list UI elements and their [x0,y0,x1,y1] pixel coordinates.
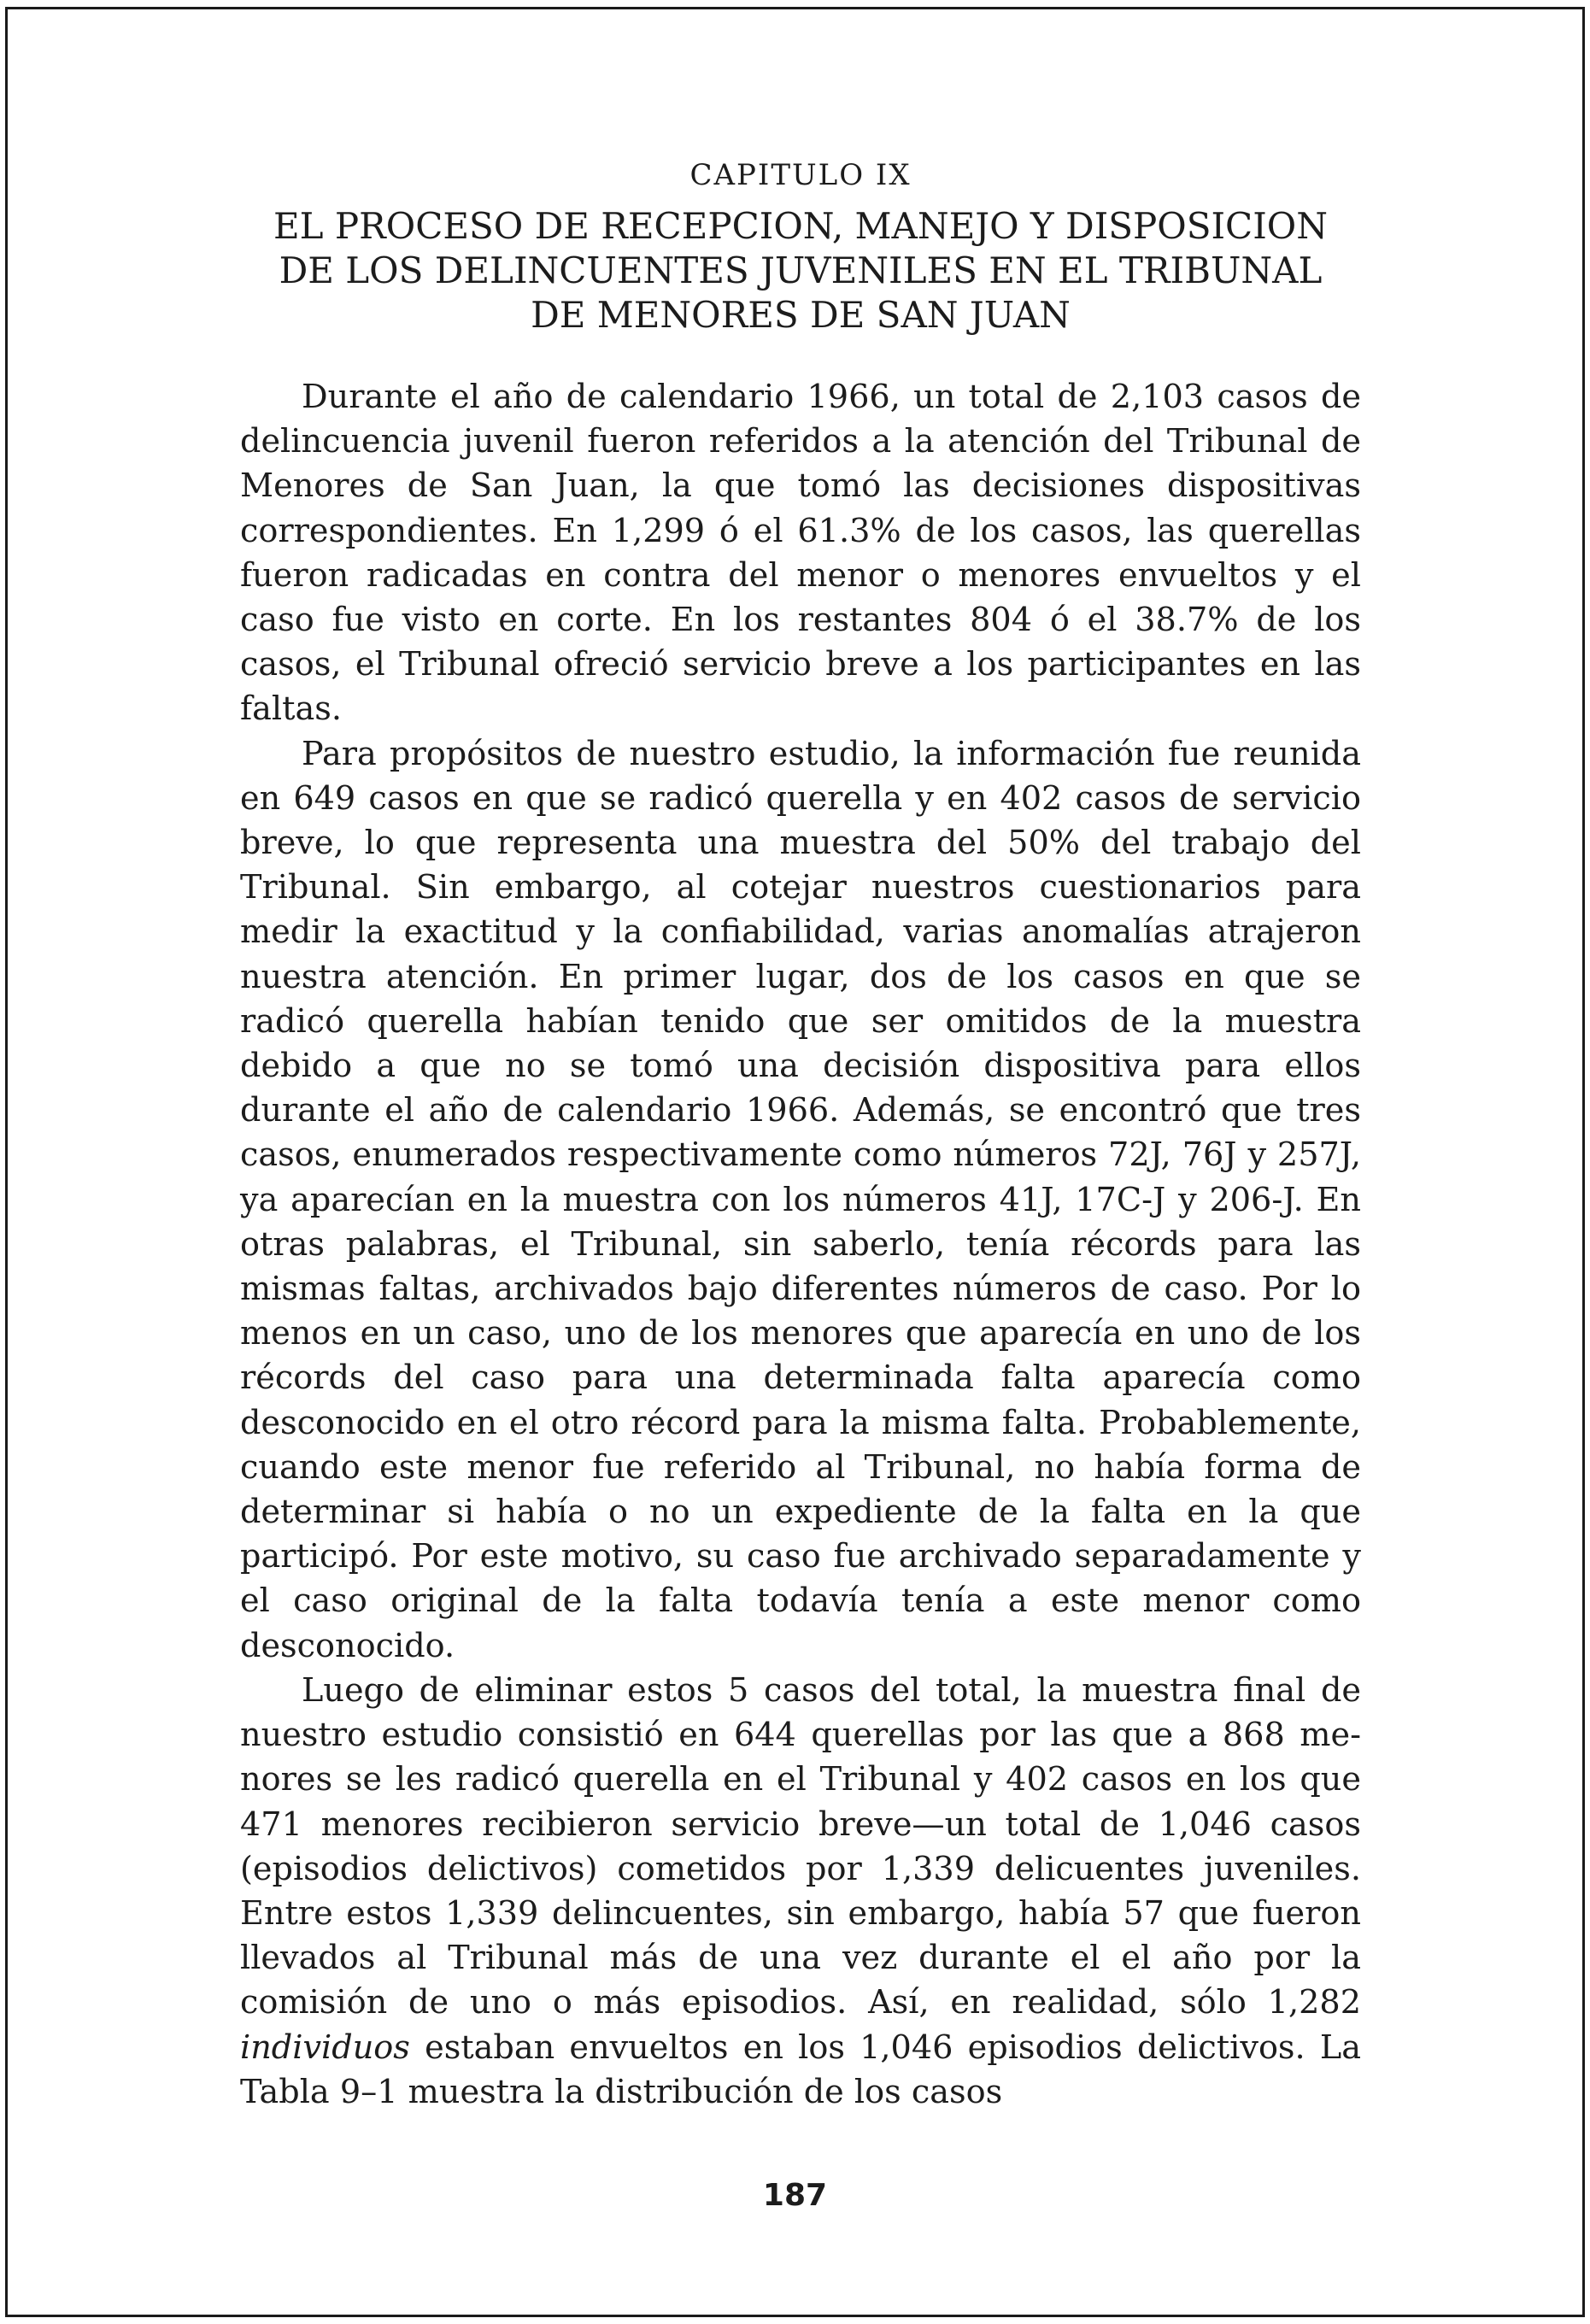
chapter-title-line: DE MENORES DE SAN JUAN [531,294,1071,336]
chapter-title-line: EL PROCESO DE RECEPCION, MANEJO Y DISPOSICION [273,205,1328,247]
book-page [5,7,1585,2317]
page-content [240,155,1361,2115]
body-paragraph: Durante el año de calendario 1966, un total de 2,103 casos de delincuencia juvenil fueron referidos a la atención del Tribunal de Menores de San Juan, la que tomó las decisiones dispositivas correspondientes. En 1,299 ó el 61.3% de los casos, las querellas fueron radicadas en contra del menor o menores envueltos y el caso fue visto en corte. En los restantes 804 ó el 38.7% de los casos, el Tribunal ofreció servicio breve a los participantes en las faltas. [240,379,1361,729]
body-paragraph [240,1669,1361,2115]
chapter-label: CAPITULO IX [689,158,912,192]
chapter-title [240,204,1361,337]
paragraph-text: Luego de eliminar estos 5 casos del total, la muestra final de nuestro estudio consistió en 644 querellas por las que a 868 menores se les radicó querella en el Tribunal y 402 casos en los que 471 menores recibieron servicio breve—un total de 1,046 casos (episodios delictivos) cometidos por 1,339 delicuentes juveniles. Entre estos 1,339 delincuentes, sin embargo, había 57 que fueron llevados al Tribunal más de una vez durante el el año por la comisión de uno o más episodios. Así, en realidad, sólo 1,282 [240,1671,1361,2022]
paragraph-text: estaban envueltos en los 1,046 episodios delictivos. La Tabla 9–1 muestra la distribución de los casos [240,2028,1361,2111]
body-paragraph: Para propósitos de nuestro estudio, la información fue reunida en 649 casos en que se radicó querella y en 402 casos de servicio breve, lo que representa una muestra del 50% del trabajo del Tribunal. Sin embargo, al cotejar nuestros cuestionarios para medir la exactitud y la confiabilidad, varias anomalías atrajeron nuestra atención. En primer lugar, dos de los casos en que se radicó querella habían tenido que ser omitidos de la muestra debido a que no se tomó una decisión dispositiva para ellos durante el año de calendario 1966. Además, se encontró que tres casos, enumerados respectivamente como números 72J, 76J y 257J, ya aparecían en la muestra con los números 41J, 17C-J y 206-J. En otras palabras, el Tribunal, sin saberlo, tenía récords para las mismas faltas, archivados bajo diferentes números de caso. Por lo menos en un caso, uno de los menores que aparecía en uno de los récords del caso para una determinada falta aparecía como desconocido en el otro récord para la misma falta. Probablemente, cuando este menor fue referido al Tribunal, no había forma de determinar si había o no un expediente de la falta en la que participó. Por este motivo, su caso fue archivado separadamente y el caso original de la falta todavía tenía a este menor como desconocido. [240,735,1361,1665]
page-number: 187 [762,2178,828,2213]
chapter-title-line: DE LOS DELINCUENTES JUVENILES EN EL TRIBUNAL [279,249,1323,291]
emphasized-text: individuos [240,2028,410,2067]
